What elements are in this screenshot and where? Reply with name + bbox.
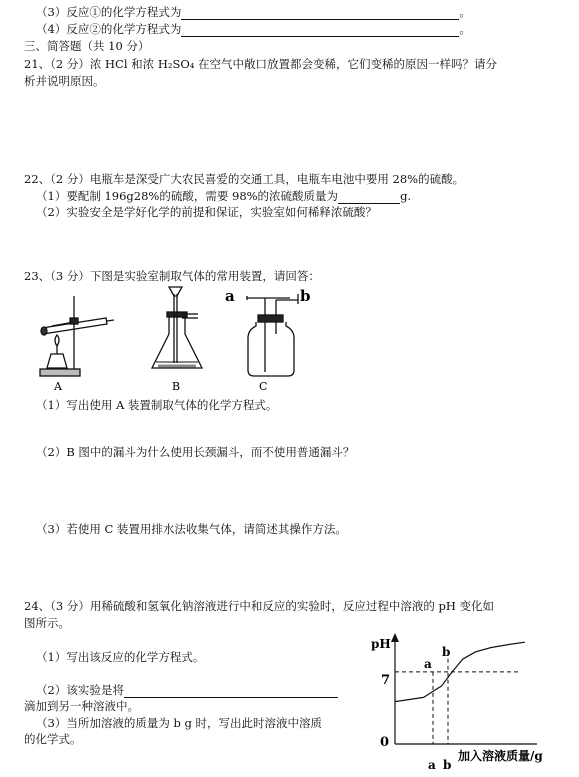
q23-part3: （3）若使用 C 装置用排水法收集气体，请简述其操作方法。 [36,522,347,536]
q21-line2: 析并说明原因。 [24,74,105,88]
ph-chart [365,628,571,774]
port-a-label: a [225,287,235,305]
q20-line4-prefix: （4）反应②的化学方程式为 [36,22,182,36]
q23-stem: 23、（3 分）下图是实验室制取气体的常用装置，请回答： [24,269,320,283]
label-c: C [259,380,268,393]
q20-answer-blank-3[interactable] [181,7,459,20]
y-axis-label: pH [371,637,391,651]
q24-part2-prefix: （2）该实验是将 [36,683,124,697]
apparatus-b [152,287,202,368]
q20-line3-end: 。 [459,5,471,19]
y-tick-0: 0 [380,735,390,750]
q24-part2 [36,683,338,698]
q24-part3-line2: 的化学式。 [24,732,82,746]
q20-line4 [36,22,471,37]
q22-stem: 22、（2 分）电瓶车是深受广大农民喜爱的交通工具，电瓶车电池中要用 28%的硫酸。 [24,172,465,186]
q24-stem2: 图所示。 [24,616,70,630]
point-a-label: a [424,657,432,671]
point-b-label: b [442,645,451,659]
y-tick-7: 7 [381,673,391,688]
q24-answer-blank[interactable] [124,685,338,698]
x-tick-a: a [428,758,436,772]
q23-part1: （1）写出使用 A 装置制取气体的化学方程式。 [36,398,278,412]
q24-part3-line1: （3）当所加溶液的质量为 b g 时，写出此时溶液中溶质 [36,716,323,730]
label-b: B [172,380,181,393]
q22-part1 [36,189,411,204]
section-heading: 三、简答题（共 10 分） [24,39,150,53]
q20-line4-end: 。 [459,22,471,36]
q22-answer-blank[interactable] [338,191,400,204]
x-tick-b: b [443,758,452,772]
x-axis-label: 加入溶液质量/g [458,749,543,763]
q24-part1: （1）写出该反应的化学方程式。 [36,650,205,664]
q24-part2-line2: 滴加到另一种溶液中。 [24,699,139,713]
q20-answer-blank-4[interactable] [181,24,459,37]
q24-stem1: 24、（3 分）用稀硫酸和氢氧化钠溶液进行中和反应的实验时，反应过程中溶液的 pH 变化如 [24,599,495,613]
q22-part2: （2）实验安全是学好化学的前提和保证，实验室如何稀释浓硫酸？ [36,205,377,219]
q22-part1-unit: g. [400,189,412,203]
q20-line3-prefix: （3）反应①的化学方程式为 [36,5,182,19]
port-b-label: b [300,287,311,305]
label-a: A [54,380,62,393]
q22-part1-prefix: （1）要配制 196g28%的硫酸，需要 98%的浓硫酸质量为 [36,189,339,203]
q21-line1: 21、（2 分）浓 HCl 和浓 H₂SO₄ 在空气中敞口放置都会变稀，它们变稀的原因一样吗？请分 [24,57,498,71]
q23-part2: （2）B 图中的漏斗为什么使用长颈漏斗，而不使用普通漏斗？ [36,445,355,459]
apparatus-a [40,296,114,376]
apparatus-c [247,294,298,376]
y-axis [391,633,399,744]
apparatus-figure [30,284,320,396]
q20-line3 [36,5,471,20]
